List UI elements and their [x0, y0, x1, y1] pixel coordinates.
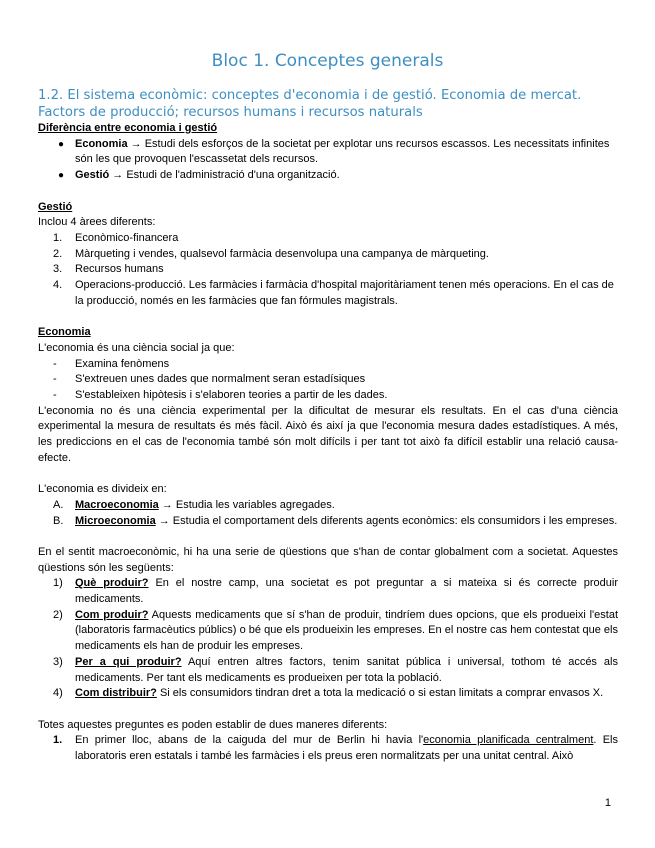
term: Gestió — [75, 169, 110, 182]
dash-marker: - — [53, 357, 57, 370]
list-marker: 3) — [53, 655, 63, 668]
dash-marker: - — [53, 388, 57, 401]
list-text: Econòmico-financera — [75, 231, 179, 244]
list-marker: 1) — [53, 577, 63, 590]
list-item — [38, 388, 618, 404]
question-term: Com distribuir? — [75, 687, 157, 700]
divisions-list — [38, 498, 618, 529]
list-text: . Els laboratoris eren estatals i també les farmàcies i els preus eren normalitzats per una unitat central. Això — [75, 734, 618, 763]
list-item — [38, 686, 618, 702]
list-item — [38, 514, 618, 530]
list-marker: B. — [53, 514, 64, 527]
definition: → Estudia el comportament dels diferents agents econòmics: els consumidors i les empreses. — [155, 514, 618, 527]
page-title: Bloc 1. Conceptes generals — [211, 51, 444, 71]
list-marker: 4. — [53, 279, 63, 292]
section-subtitle: 1.2. El sistema econòmic: conceptes d'economia i de gestió. Economia de mercat. Factors de producció; recursos humans i recursos naturals — [38, 88, 582, 120]
list-text: S'estableixen hipòtesis i s'elaboren teories a partir de les dades. — [75, 388, 388, 401]
list-text: En primer lloc, abans de la caiguda del mur de Berlin hi havia l' — [75, 734, 424, 747]
economia-paragraph: L'economia no és una ciència experimental per la dificultat de mesurar els resultats. En el cas d'una ciència experimental la mesura de resultats és més fàcil. Això és així ja que l'economia mesura dades estadístiques. A més, les prediccions en el cas de l'economia també són molt difícils i per tant tot això fa difícil establir una relació causa-efecte. — [38, 404, 618, 464]
macro-paragraph: En el sentit macroeconòmic, hi ha una serie de qüestions que s'han de contar globalment com a societat. Aquestes qüestions són les següents: — [38, 545, 618, 574]
question-text: Aquí entren altres factors, tenim sanitat pública i universal, tothom té accés als medicaments. Per tant els medicaments es produeixen per tota la població. — [75, 655, 618, 684]
term: Economia — [75, 137, 128, 150]
list-text: Operacions-producció. Les farmàcies i farmàcia d'hospital majoritàriament tenen més operacions. En el cas de la producció, només en les farmàcies que fan fórmules magistrals. — [75, 279, 614, 307]
list-text: Examina fenòmens — [75, 357, 170, 370]
economia-heading: Economia — [38, 326, 91, 339]
gestio-heading: Gestió — [38, 200, 73, 213]
list-text: Màrqueting i vendes, qualsevol farmàcia desenvolupa una campanya de màrqueting. — [75, 247, 489, 260]
bullet-icon: ● — [58, 138, 65, 150]
list-item — [38, 608, 618, 655]
page-number: 1 — [604, 797, 611, 809]
list-item — [38, 655, 618, 686]
diff-list — [38, 137, 618, 184]
dash-marker: - — [53, 373, 57, 386]
definition: → Estudia les variables agregades. — [158, 498, 335, 511]
list-item — [38, 137, 618, 168]
diff-heading: Diferència entre economia i gestió — [38, 122, 218, 134]
definition: → Estudi dels esforços de la societat per explotar uns recursos escassos. Les necessitats infinites són les que provoquen l'escassetat dels recursos. — [75, 137, 610, 166]
list-item — [38, 247, 618, 263]
question-text: Aquests medicaments que sí s'han de produir, tindríem dues opcions, que els produeixi l'estat (laboratoris farmacèutics públics) o bé que els produeixin les empreses. En el nostre cas hem contestat que els medicaments els han de produir les empreses. — [75, 608, 618, 653]
list-item — [38, 357, 618, 373]
list-marker: 1. — [53, 231, 63, 244]
question-term: Per a qui produir? — [75, 655, 182, 668]
term: Microeconomia — [75, 514, 156, 527]
term: Macroeconomia — [75, 498, 159, 511]
underlined-term: economia planificada centralment — [423, 734, 594, 747]
question-term: Què produir? — [75, 577, 149, 590]
list-item — [38, 231, 618, 247]
list-item — [38, 576, 618, 607]
list-marker: 2. — [53, 247, 63, 260]
question-text: Si els consumidors tindran dret a tota la medicació o si estan limitats a comprar envasos X. — [156, 687, 604, 700]
gestio-list — [38, 231, 618, 310]
list-item — [38, 278, 618, 309]
question-text: En el nostre camp, una societat es pot preguntar a si mateixa si és correcte produir medicaments. — [75, 577, 618, 606]
questions-list — [38, 576, 618, 702]
definition: → Estudi de l'administració d'una organització. — [109, 169, 340, 182]
economia-intro: L'economia és una ciència social ja que: — [38, 341, 235, 354]
list-text: Recursos humans — [75, 263, 164, 276]
bullet-icon: ● — [58, 170, 65, 182]
list-item — [38, 498, 618, 514]
economia-list — [38, 357, 618, 404]
document-body — [38, 121, 618, 765]
final-list — [38, 733, 618, 764]
list-marker: 2) — [53, 608, 63, 621]
list-marker: 3. — [53, 263, 63, 276]
list-item — [38, 733, 618, 764]
final-intro: Totes aquestes preguntes es poden establir de dues maneres diferents: — [38, 718, 388, 731]
list-marker: A. — [53, 498, 64, 511]
economia-divides: L'economia es divideix en: — [38, 483, 167, 496]
list-item — [38, 168, 618, 184]
list-marker: 4) — [53, 687, 63, 700]
list-item — [38, 262, 618, 278]
list-marker: 1. — [53, 734, 63, 747]
list-text: S'extreuen unes dades que normalment seran estadísiques — [75, 373, 366, 386]
question-term: Com produir? — [75, 608, 149, 621]
list-item — [38, 372, 618, 388]
gestio-intro: Inclou 4 àrees diferents: — [38, 216, 156, 229]
